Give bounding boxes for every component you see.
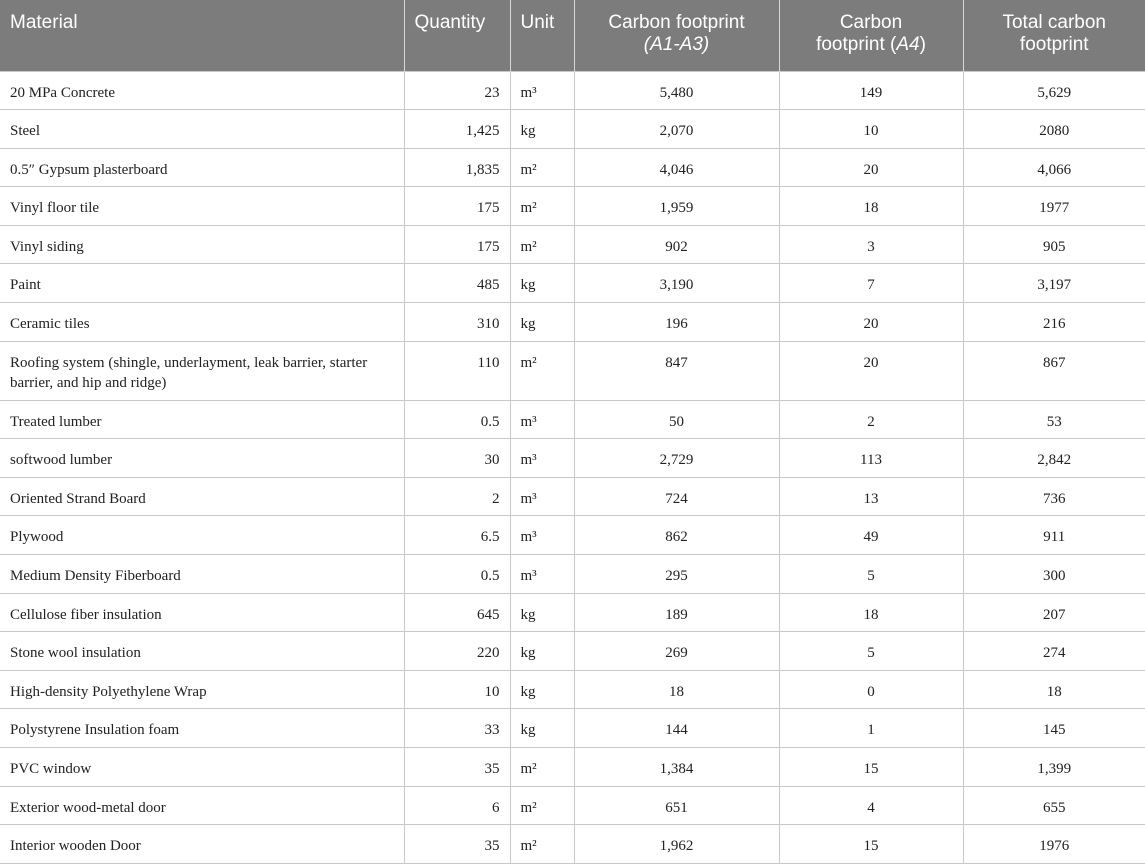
table-row (0, 71, 1145, 110)
cell-material: Plywood (0, 516, 404, 555)
header-carbon-a1a3-main: Carbon footprint (608, 12, 745, 33)
table-row (0, 632, 1145, 671)
cell-unit: m³ (510, 477, 574, 516)
cell-carbon-a1a3: 295 (574, 555, 779, 594)
header-total-carbon-sub: footprint (1019, 34, 1089, 55)
table-row (0, 786, 1145, 825)
cell-carbon-a4: 149 (779, 71, 963, 110)
cell-total-carbon: 655 (963, 786, 1145, 825)
header-material (0, 0, 404, 71)
cell-unit: m² (510, 825, 574, 864)
cell-carbon-a1a3: 4,046 (574, 148, 779, 187)
cell-total-carbon: 5,629 (963, 71, 1145, 110)
cell-carbon-a4: 10 (779, 110, 963, 149)
table-row (0, 148, 1145, 187)
cell-carbon-a4: 20 (779, 341, 963, 400)
cell-carbon-a1a3: 50 (574, 400, 779, 439)
cell-unit: m² (510, 786, 574, 825)
cell-total-carbon: 911 (963, 516, 1145, 555)
cell-material: Ceramic tiles (0, 303, 404, 342)
table-row (0, 341, 1145, 400)
cell-quantity: 1,425 (404, 110, 510, 149)
cell-material: Paint (0, 264, 404, 303)
cell-carbon-a1a3: 2,729 (574, 439, 779, 478)
cell-carbon-a1a3: 862 (574, 516, 779, 555)
cell-carbon-a4: 15 (779, 748, 963, 787)
cell-unit: m² (510, 225, 574, 264)
cell-material: Polystyrene Insulation foam (0, 709, 404, 748)
cell-quantity: 485 (404, 264, 510, 303)
cell-quantity: 175 (404, 225, 510, 264)
cell-carbon-a4: 2 (779, 400, 963, 439)
header-unit-label: Unit (520, 12, 555, 33)
cell-total-carbon: 274 (963, 632, 1145, 671)
cell-carbon-a1a3: 269 (574, 632, 779, 671)
cell-total-carbon: 53 (963, 400, 1145, 439)
cell-total-carbon: 18 (963, 670, 1145, 709)
header-quantity-label: Quantity (414, 12, 486, 33)
cell-unit: kg (510, 593, 574, 632)
cell-carbon-a1a3: 18 (574, 670, 779, 709)
cell-material: Treated lumber (0, 400, 404, 439)
cell-carbon-a1a3: 902 (574, 225, 779, 264)
cell-quantity: 6.5 (404, 516, 510, 555)
table-row (0, 748, 1145, 787)
cell-material: Interior wooden Door (0, 825, 404, 864)
cell-quantity: 35 (404, 825, 510, 864)
cell-carbon-a1a3: 3,190 (574, 264, 779, 303)
cell-material: High-density Polyethylene Wrap (0, 670, 404, 709)
cell-quantity: 30 (404, 439, 510, 478)
cell-total-carbon: 1977 (963, 187, 1145, 226)
table-row (0, 670, 1145, 709)
cell-carbon-a1a3: 144 (574, 709, 779, 748)
cell-carbon-a4: 13 (779, 477, 963, 516)
cell-carbon-a1a3: 724 (574, 477, 779, 516)
cell-unit: kg (510, 670, 574, 709)
cell-quantity: 6 (404, 786, 510, 825)
cell-unit: m³ (510, 439, 574, 478)
cell-unit: m² (510, 187, 574, 226)
cell-unit: m² (510, 748, 574, 787)
table-row (0, 303, 1145, 342)
cell-carbon-a4: 15 (779, 825, 963, 864)
cell-quantity: 23 (404, 71, 510, 110)
table-header (0, 0, 1145, 71)
cell-carbon-a4: 4 (779, 786, 963, 825)
cell-carbon-a4: 18 (779, 593, 963, 632)
cell-total-carbon: 1976 (963, 825, 1145, 864)
cell-unit: kg (510, 632, 574, 671)
cell-quantity: 310 (404, 303, 510, 342)
cell-material: Steel (0, 110, 404, 149)
cell-quantity: 220 (404, 632, 510, 671)
cell-quantity: 1,835 (404, 148, 510, 187)
cell-carbon-a4: 18 (779, 187, 963, 226)
header-material-label: Material (10, 12, 78, 33)
cell-carbon-a1a3: 5,480 (574, 71, 779, 110)
cell-carbon-a1a3: 196 (574, 303, 779, 342)
table-row (0, 110, 1145, 149)
cell-quantity: 0.5 (404, 400, 510, 439)
cell-carbon-a1a3: 1,962 (574, 825, 779, 864)
cell-material: Medium Density Fiberboard (0, 555, 404, 594)
cell-quantity: 35 (404, 748, 510, 787)
table-row (0, 439, 1145, 478)
cell-carbon-a4: 113 (779, 439, 963, 478)
header-carbon-a1a3-sub: (A1-A3) (643, 34, 710, 55)
cell-unit: kg (510, 303, 574, 342)
cell-material: Stone wool insulation (0, 632, 404, 671)
cell-carbon-a1a3: 847 (574, 341, 779, 400)
table-row (0, 264, 1145, 303)
cell-material: Roofing system (shingle, underlayment, leak barrier, starter barrier, and hip and ridge) (0, 341, 404, 400)
table-row (0, 593, 1145, 632)
cell-total-carbon: 2080 (963, 110, 1145, 149)
cell-material: softwood lumber (0, 439, 404, 478)
cell-carbon-a4: 7 (779, 264, 963, 303)
table-row (0, 709, 1145, 748)
cell-material: Vinyl siding (0, 225, 404, 264)
cell-material: PVC window (0, 748, 404, 787)
table-row (0, 477, 1145, 516)
cell-material: Exterior wood-metal door (0, 786, 404, 825)
cell-carbon-a4: 1 (779, 709, 963, 748)
header-quantity (404, 0, 510, 71)
header-carbon-a1a3 (574, 0, 779, 71)
header-carbon-a4-main: Carbon (839, 12, 903, 33)
cell-total-carbon: 736 (963, 477, 1145, 516)
cell-carbon-a4: 20 (779, 303, 963, 342)
cell-total-carbon: 4,066 (963, 148, 1145, 187)
header-total-carbon-main: Total carbon (1002, 12, 1106, 33)
table-row (0, 225, 1145, 264)
cell-carbon-a1a3: 2,070 (574, 110, 779, 149)
table-row (0, 555, 1145, 594)
cell-unit: m³ (510, 516, 574, 555)
table-row (0, 187, 1145, 226)
cell-quantity: 645 (404, 593, 510, 632)
cell-total-carbon: 2,842 (963, 439, 1145, 478)
cell-unit: m² (510, 148, 574, 187)
cell-total-carbon: 145 (963, 709, 1145, 748)
cell-carbon-a1a3: 1,384 (574, 748, 779, 787)
table-row (0, 400, 1145, 439)
cell-total-carbon: 867 (963, 341, 1145, 400)
cell-carbon-a4: 0 (779, 670, 963, 709)
cell-carbon-a4: 5 (779, 632, 963, 671)
table-body (0, 71, 1145, 863)
cell-quantity: 0.5 (404, 555, 510, 594)
cell-carbon-a4: 49 (779, 516, 963, 555)
cell-carbon-a4: 3 (779, 225, 963, 264)
cell-unit: kg (510, 709, 574, 748)
cell-total-carbon: 1,399 (963, 748, 1145, 787)
cell-material: Cellulose fiber insulation (0, 593, 404, 632)
cell-total-carbon: 207 (963, 593, 1145, 632)
header-row (0, 0, 1145, 71)
cell-carbon-a1a3: 189 (574, 593, 779, 632)
header-total-carbon (963, 0, 1145, 71)
cell-material: 20 MPa Concrete (0, 71, 404, 110)
cell-unit: m³ (510, 555, 574, 594)
cell-unit: m² (510, 341, 574, 400)
cell-material: Oriented Strand Board (0, 477, 404, 516)
cell-quantity: 110 (404, 341, 510, 400)
cell-carbon-a1a3: 651 (574, 786, 779, 825)
cell-unit: m³ (510, 400, 574, 439)
cell-carbon-a4: 20 (779, 148, 963, 187)
cell-total-carbon: 300 (963, 555, 1145, 594)
header-carbon-a4-sub-suffix: ) (919, 34, 926, 55)
header-carbon-a4-sub-italic: A4 (896, 34, 920, 55)
table-row (0, 516, 1145, 555)
cell-quantity: 10 (404, 670, 510, 709)
header-unit (510, 0, 574, 71)
cell-quantity: 175 (404, 187, 510, 226)
cell-total-carbon: 216 (963, 303, 1145, 342)
table-row (0, 825, 1145, 864)
header-carbon-a4 (779, 0, 963, 71)
cell-material: 0.5″ Gypsum plasterboard (0, 148, 404, 187)
cell-quantity: 33 (404, 709, 510, 748)
cell-unit: kg (510, 110, 574, 149)
cell-unit: kg (510, 264, 574, 303)
cell-carbon-a1a3: 1,959 (574, 187, 779, 226)
cell-total-carbon: 3,197 (963, 264, 1145, 303)
cell-total-carbon: 905 (963, 225, 1145, 264)
cell-carbon-a4: 5 (779, 555, 963, 594)
header-carbon-a4-sub-prefix: footprint ( (816, 34, 897, 55)
cell-material: Vinyl floor tile (0, 187, 404, 226)
cell-quantity: 2 (404, 477, 510, 516)
cell-unit: m³ (510, 71, 574, 110)
